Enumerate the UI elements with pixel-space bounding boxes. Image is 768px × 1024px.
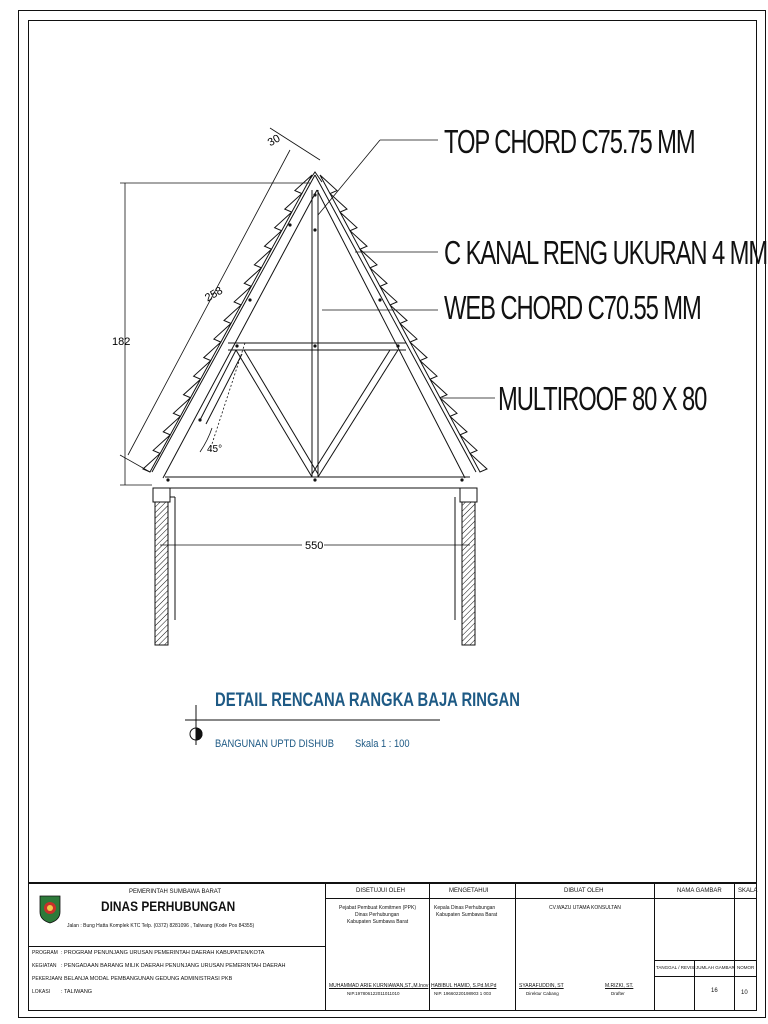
agency-gov: PEMERINTAH SUMBAWA BARAT xyxy=(129,889,222,895)
scale-text: Skala 1 : 100 xyxy=(355,738,410,750)
mengetahui-header: MENGETAHUI xyxy=(449,888,489,894)
mengetahui-name: HABIBUL HAMID, S.Pd.M.Pd xyxy=(431,983,497,989)
dibuat-role2: Drafter xyxy=(611,991,625,996)
label-top-chord: TOP CHORD C75.75 MM xyxy=(444,123,695,160)
roof-tile xyxy=(460,435,477,454)
title-block xyxy=(28,883,757,1011)
bolt-dot xyxy=(235,344,238,347)
dibuat-role1: Direktur Cabang xyxy=(526,991,559,996)
roof-tile xyxy=(380,286,397,305)
bolt-dot xyxy=(313,478,316,481)
mengetahui-line1: Kepala Dinas Perhubungan xyxy=(434,905,496,911)
nomor-value: 10 xyxy=(741,990,748,996)
roof-tile xyxy=(330,194,347,213)
roof-tile xyxy=(400,324,417,343)
tanggal-revisi-header: TANGGAL / REVISI xyxy=(656,965,696,970)
top-chord xyxy=(152,172,476,478)
bolt-dots xyxy=(166,193,463,481)
dibuat-name1: SYARAFUDDIN, ST xyxy=(519,983,564,989)
dim-rafter: 258 xyxy=(203,284,225,305)
roof-tile xyxy=(410,342,427,361)
left-column xyxy=(153,488,175,645)
row-key-2: PEKERJAAN xyxy=(32,976,62,982)
dibuat-header: DIBUAT OLEH xyxy=(564,888,604,894)
disetujui-line3: Kabupaten Sumbawa Barat xyxy=(347,919,409,925)
roof-tile xyxy=(340,212,357,231)
agency-logo xyxy=(39,894,61,924)
bolt-dot xyxy=(396,344,399,347)
collar-tie xyxy=(228,343,406,350)
nomor-header: NOMOR xyxy=(737,965,755,970)
roof-tile xyxy=(350,231,367,250)
bolt-dot xyxy=(313,228,316,231)
roof-tile xyxy=(470,453,487,472)
roof-tile xyxy=(320,175,337,194)
right-column xyxy=(455,488,477,645)
disetujui-name: MUHAMMAD ARIE KURNIAWAN,ST.,M.Inov xyxy=(329,983,429,989)
bolt-dot xyxy=(288,223,291,226)
bolt-dot xyxy=(313,344,316,347)
row-value-2: : BELANJA MODAL PEMBANGUNAN GEDUNG ADMINISTRASI PKB xyxy=(61,976,233,982)
row-key-0: PROGRAM xyxy=(32,950,58,956)
disetujui-nip: NIP.197806122011011010 xyxy=(347,991,400,996)
disetujui-line2: Dinas Perhubungan xyxy=(355,912,400,918)
bolt-dot xyxy=(313,193,316,196)
agency-name: DINAS PERHUBUNGAN xyxy=(101,898,236,914)
roof-tile xyxy=(430,379,447,398)
row-key-3: LOKASI xyxy=(32,989,51,995)
nama-gambar-header: NAMA GAMBAR xyxy=(677,888,722,894)
bolt-dot xyxy=(166,478,169,481)
roof-tile xyxy=(440,398,457,417)
mengetahui-nip: NIP. 19660220198903 1 003 xyxy=(434,991,491,996)
dibuat-company: CV.WAZU UTAMA KONSULTAN xyxy=(549,905,621,911)
label-c-kanal: C KANAL RENG UKURAN 4 MM xyxy=(444,234,768,271)
bolt-dot xyxy=(460,478,463,481)
roof-tile xyxy=(420,361,437,380)
row-key-1: KEGIATAN xyxy=(32,963,57,969)
detail-subtitle: BANGUNAN UPTD DISHUB xyxy=(215,738,334,750)
row-value-3: : TALIWANG xyxy=(61,989,93,995)
dim-height: 182 xyxy=(112,336,131,348)
dim-angle: 45° xyxy=(207,444,223,455)
web-chords xyxy=(200,350,398,477)
label-web-chord: WEB CHORD C70.55 MM xyxy=(444,289,701,326)
jumlah-gambar-header: JUMLAH GAMBAR xyxy=(696,965,735,970)
jumlah-gambar-value: 16 xyxy=(711,988,718,994)
row-value-1: : PENGADAAN BARANG MILIK DAERAH PENUNJANG URUSAN PEMERINTAH DAERAH xyxy=(61,963,286,969)
detail-title: DETAIL RENCANA RANGKA BAJA RINGAN xyxy=(215,690,520,711)
row-value-0: : PROGRAM PENUNJANG URUSAN PEMERINTAH DAERAH KABUPATEN/KOTA xyxy=(61,950,265,956)
agency-address: Jalan : Bung Hatta Komplek KTC Telp. (0372) 8281096 , Taliwang (Kode Pos 84355) xyxy=(67,923,255,929)
king-post xyxy=(312,190,318,477)
roof-tile xyxy=(450,416,467,435)
dim-span: 550 xyxy=(305,540,324,552)
mengetahui-line2: Kabupaten Sumbawa Barat xyxy=(436,912,498,918)
disetujui-header: DISETUJUI OLEH xyxy=(356,888,406,894)
bottom-chord xyxy=(165,477,470,488)
bolt-dot xyxy=(378,298,381,301)
roof-tile xyxy=(390,305,407,324)
disetujui-line1: Pejabat Pembuat Komitmen (PPK) xyxy=(339,905,416,911)
dim-overhang: 30 xyxy=(265,132,283,150)
bolt-dot xyxy=(198,418,201,421)
multiroof-tiles xyxy=(143,175,312,472)
roof-tile xyxy=(370,268,387,287)
label-multiroof: MULTIROOF 80 X 80 xyxy=(498,380,707,417)
skala-header: SKALA xyxy=(738,888,758,894)
dibuat-name2: M.RIZKI, ST. xyxy=(605,983,634,989)
bolt-dot xyxy=(248,298,251,301)
